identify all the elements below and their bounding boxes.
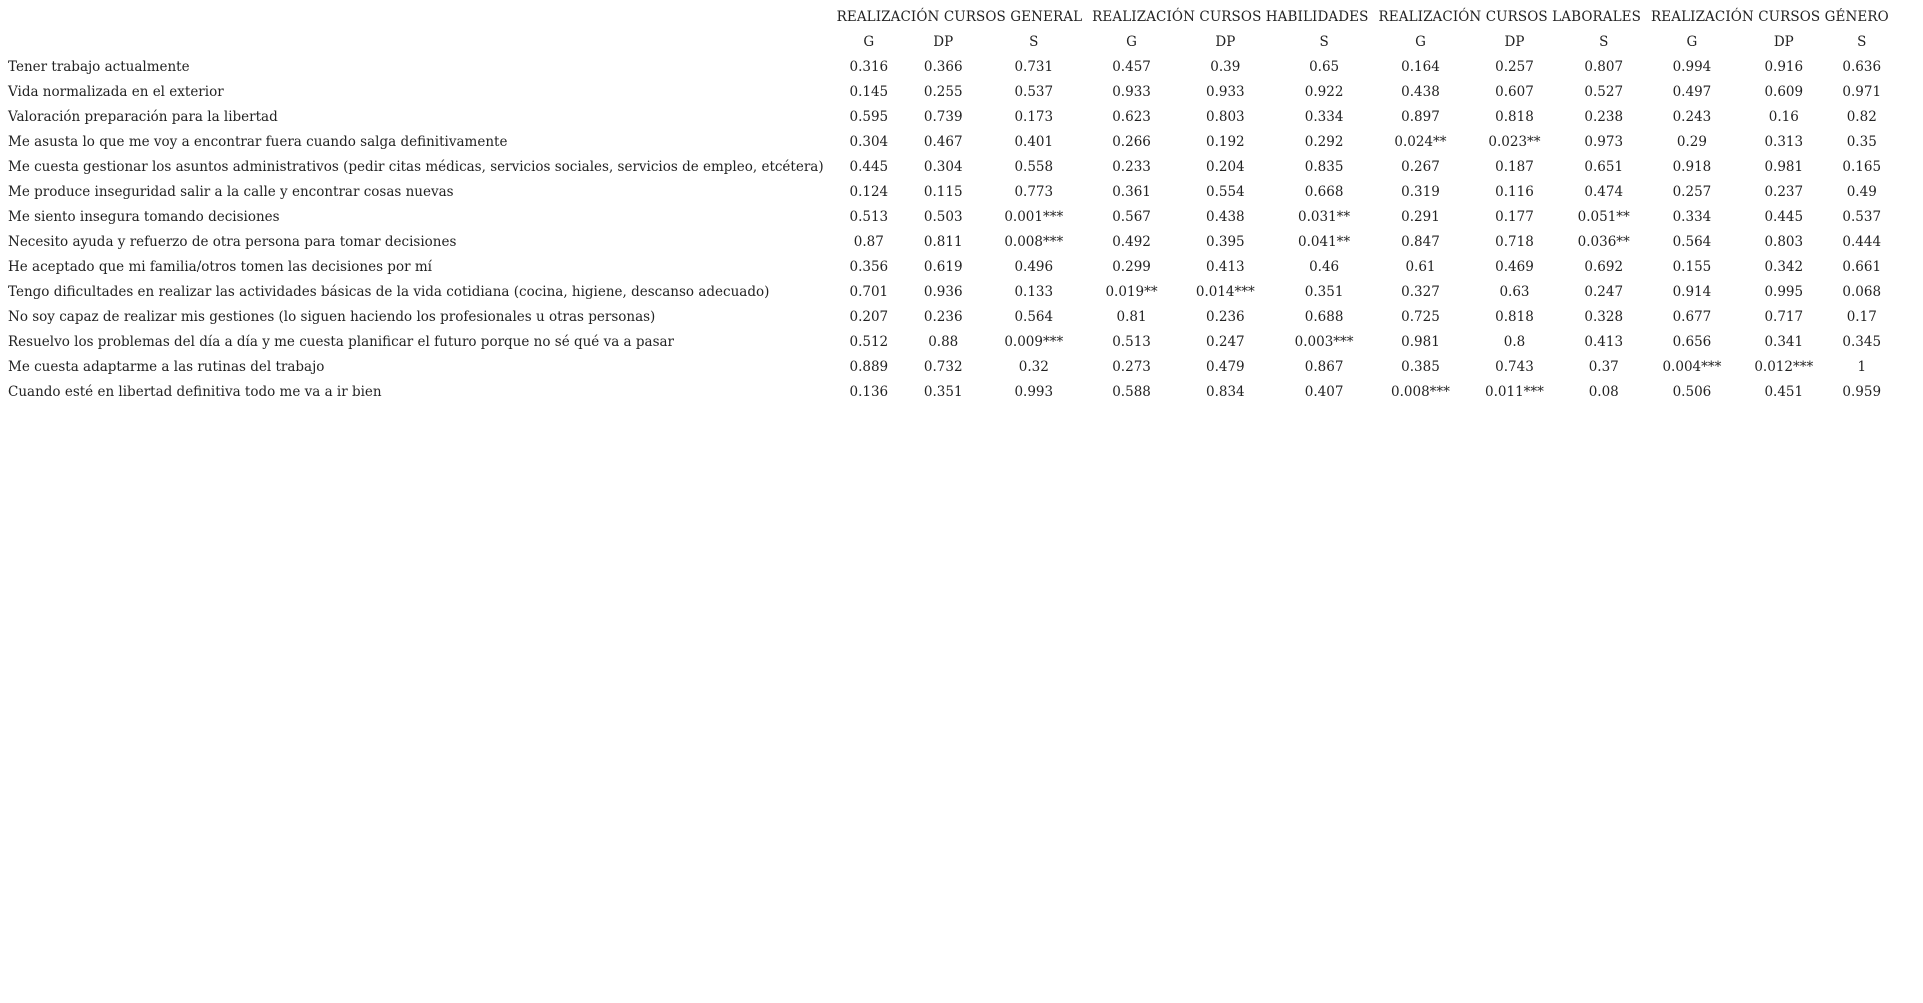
p-value-cell: 0.316 (849, 58, 889, 75)
table-row (4, 54, 1894, 79)
row-label: Valoración preparación para la libertad (8, 108, 278, 125)
p-value-cell: 1 (1857, 358, 1867, 375)
p-value-cell: 0.238 (1584, 108, 1624, 125)
p-value-cell: 0.366 (923, 58, 963, 75)
p-value-cell: 0.438 (1401, 83, 1440, 100)
p-value-cell: 0.133 (1014, 283, 1054, 300)
p-value-cell: 0.916 (1764, 58, 1804, 75)
table-row (4, 329, 1894, 354)
row-label: Me asusta lo que me voy a encontrar fuera cuando salga definitivamente (8, 133, 508, 150)
p-value-cell: 0.506 (1672, 383, 1712, 400)
p-value-cell: 0.031** (1298, 208, 1351, 225)
p-value-cell: 0.068 (1842, 283, 1882, 300)
table-row (4, 104, 1894, 129)
p-value-cell: 0.688 (1304, 308, 1344, 325)
p-value-cell: 0.207 (849, 308, 889, 325)
p-value-cell: 0.32 (1018, 358, 1049, 375)
row-label: He aceptado que mi familia/otros tomen las decisiones por mí (8, 258, 432, 275)
p-value-cell: 0.255 (923, 83, 963, 100)
p-value-cell: 0.313 (1764, 133, 1804, 150)
p-value-cell: 0.867 (1304, 358, 1344, 375)
p-value-cell: 0.718 (1495, 233, 1534, 250)
row-label: Tener trabajo actualmente (8, 58, 190, 75)
p-value-cell: 0.889 (849, 358, 889, 375)
p-value-cell: 0.267 (1401, 158, 1440, 175)
p-value-cell: 0.8 (1503, 333, 1526, 350)
p-value-cell: 0.124 (849, 183, 889, 200)
column-subheader: G (1126, 33, 1137, 50)
p-value-cell: 0.81 (1116, 308, 1147, 325)
p-value-cell: 0.299 (1112, 258, 1151, 275)
p-value-cell: 0.003*** (1294, 333, 1354, 350)
table-header (4, 4, 1894, 54)
column-subheader: G (1415, 33, 1426, 50)
p-value-cell: 0.413 (1584, 333, 1624, 350)
results-table-container (4, 4, 1894, 404)
p-value-cell: 0.051** (1577, 208, 1630, 225)
column-subheader: S (1857, 33, 1867, 50)
row-label: Me produce inseguridad salir a la calle y encontrar cosas nuevas (8, 183, 454, 200)
p-value-cell: 0.731 (1014, 58, 1054, 75)
p-value-cell: 0.469 (1495, 258, 1534, 275)
p-value-cell: 0.554 (1206, 183, 1245, 200)
p-value-cell: 0.08 (1588, 383, 1619, 400)
p-value-cell: 0.361 (1112, 183, 1151, 200)
p-value-cell: 0.607 (1495, 83, 1534, 100)
p-value-cell: 0.717 (1764, 308, 1804, 325)
p-value-cell: 0.351 (923, 383, 963, 400)
table-row (4, 79, 1894, 104)
p-value-cell: 0.011*** (1485, 383, 1544, 400)
column-subheader: DP (1504, 33, 1525, 50)
p-value-cell: 0.835 (1304, 158, 1344, 175)
corner-cell (4, 4, 832, 29)
p-value-cell: 0.656 (1672, 333, 1712, 350)
p-value-cell: 0.492 (1112, 233, 1151, 250)
p-value-cell: 0.413 (1206, 258, 1245, 275)
row-label: Resuelvo los problemas del día a día y me cuesta planificar el futuro porque no sé qué va a pasar (8, 333, 675, 350)
p-value-cell: 0.136 (849, 383, 889, 400)
p-value-cell: 0.936 (923, 283, 963, 300)
p-value-cell: 0.677 (1672, 308, 1712, 325)
p-value-cell: 0.266 (1112, 133, 1151, 150)
p-value-cell: 0.933 (1112, 83, 1151, 100)
p-value-cell: 0.527 (1584, 83, 1624, 100)
p-value-cell: 0.024** (1394, 133, 1447, 150)
p-value-cell: 0.236 (923, 308, 963, 325)
p-value-cell: 0.497 (1672, 83, 1712, 100)
p-value-cell: 0.116 (1495, 183, 1534, 200)
p-value-cell: 0.444 (1842, 233, 1882, 250)
table-row (4, 154, 1894, 179)
row-label: Necesito ayuda y refuerzo de otra persona para tomar decisiones (8, 233, 457, 250)
p-value-cell: 0.739 (923, 108, 963, 125)
p-value-cell: 0.564 (1672, 233, 1712, 250)
p-value-cell: 0.019** (1105, 283, 1158, 300)
p-value-cell: 0.567 (1112, 208, 1151, 225)
column-subheader: S (1319, 33, 1329, 50)
p-value-cell: 0.291 (1401, 208, 1440, 225)
p-value-cell: 0.334 (1672, 208, 1712, 225)
p-value-cell: 0.401 (1014, 133, 1054, 150)
row-label: Me cuesta adaptarme a las rutinas del trabajo (8, 358, 325, 375)
p-value-cell: 0.692 (1584, 258, 1624, 275)
column-subheader: DP (933, 33, 954, 50)
table-row (4, 204, 1894, 229)
group-header-habilidades: REALIZACIÓN CURSOS HABILIDADES (1092, 8, 1369, 25)
p-value-cell: 0.994 (1672, 58, 1712, 75)
p-value-cell: 0.564 (1014, 308, 1054, 325)
p-value-cell: 0.243 (1672, 108, 1712, 125)
p-value-cell: 0.995 (1764, 283, 1804, 300)
results-table (4, 4, 1894, 404)
p-value-cell: 0.467 (923, 133, 963, 150)
p-value-cell: 0.834 (1206, 383, 1245, 400)
p-value-cell: 0.818 (1495, 308, 1534, 325)
p-value-cell: 0.173 (1014, 108, 1054, 125)
row-label: Cuando esté en libertad definitiva todo me va a ir bien (8, 383, 382, 400)
p-value-cell: 0.257 (1672, 183, 1712, 200)
p-value-cell: 0.328 (1584, 308, 1624, 325)
p-value-cell: 0.65 (1309, 58, 1340, 75)
p-value-cell: 0.479 (1206, 358, 1245, 375)
p-value-cell: 0.595 (849, 108, 889, 125)
p-value-cell: 0.204 (1206, 158, 1245, 175)
p-value-cell: 0.981 (1401, 333, 1440, 350)
row-label: Me siento insegura tomando decisiones (8, 208, 280, 225)
p-value-cell: 0.922 (1304, 83, 1344, 100)
group-header-general: REALIZACIÓN CURSOS GENERAL (836, 8, 1083, 25)
p-value-cell: 0.496 (1014, 258, 1054, 275)
column-subheader: G (863, 33, 875, 50)
column-subheader: DP (1773, 33, 1794, 50)
p-value-cell: 0.973 (1584, 133, 1624, 150)
p-value-cell: 0.16 (1768, 108, 1799, 125)
p-value-cell: 0.17 (1846, 308, 1877, 325)
p-value-cell: 0.49 (1846, 183, 1877, 200)
p-value-cell: 0.345 (1842, 333, 1882, 350)
p-value-cell: 0.257 (1495, 58, 1534, 75)
p-value-cell: 0.451 (1764, 383, 1804, 400)
p-value-cell: 0.457 (1112, 58, 1151, 75)
p-value-cell: 0.503 (923, 208, 963, 225)
p-value-cell: 0.847 (1401, 233, 1440, 250)
p-value-cell: 0.474 (1584, 183, 1624, 200)
p-value-cell: 0.041** (1298, 233, 1351, 250)
p-value-cell: 0.304 (849, 133, 889, 150)
p-value-cell: 0.732 (923, 358, 963, 375)
row-label: Tengo dificultades en realizar las actividades básicas de la vida cotidiana (cocina, higiene, descanso adecuado) (8, 283, 770, 300)
p-value-cell: 0.61 (1405, 258, 1436, 275)
row-label: Me cuesta gestionar los asuntos administrativos (pedir citas médicas, servicios sociales, servicios de empleo, etcétera) (8, 158, 824, 175)
p-value-cell: 0.918 (1672, 158, 1712, 175)
p-value-cell: 0.29 (1676, 133, 1707, 150)
p-value-cell: 0.35 (1846, 133, 1877, 150)
column-subheader: DP (1215, 33, 1236, 50)
p-value-cell: 0.334 (1304, 108, 1344, 125)
p-value-cell: 0.012*** (1754, 358, 1814, 375)
table-row (4, 179, 1894, 204)
p-value-cell: 0.233 (1112, 158, 1151, 175)
p-value-cell: 0.247 (1206, 333, 1245, 350)
p-value-cell: 0.004*** (1662, 358, 1722, 375)
p-value-cell: 0.513 (849, 208, 889, 225)
p-value-cell: 0.342 (1764, 258, 1804, 275)
p-value-cell: 0.001*** (1004, 208, 1064, 225)
p-value-cell: 0.63 (1499, 283, 1530, 300)
p-value-cell: 0.327 (1401, 283, 1440, 300)
p-value-cell: 0.609 (1764, 83, 1804, 100)
p-value-cell: 0.145 (849, 83, 889, 100)
p-value-cell: 0.237 (1764, 183, 1804, 200)
p-value-cell: 0.319 (1401, 183, 1440, 200)
p-value-cell: 0.897 (1401, 108, 1440, 125)
corner-cell (4, 29, 832, 54)
p-value-cell: 0.023** (1488, 133, 1541, 150)
p-value-cell: 0.87 (853, 233, 884, 250)
p-value-cell: 0.39 (1210, 58, 1241, 75)
p-value-cell: 0.725 (1401, 308, 1440, 325)
p-value-cell: 0.619 (923, 258, 963, 275)
p-value-cell: 0.438 (1206, 208, 1245, 225)
p-value-cell: 0.46 (1309, 258, 1340, 275)
p-value-cell: 0.236 (1206, 308, 1245, 325)
p-value-cell: 0.115 (923, 183, 963, 200)
p-value-cell: 0.933 (1206, 83, 1245, 100)
p-value-cell: 0.558 (1014, 158, 1054, 175)
p-value-cell: 0.247 (1584, 283, 1624, 300)
p-value-cell: 0.304 (923, 158, 963, 175)
group-header-row (4, 4, 1894, 29)
p-value-cell: 0.009*** (1004, 333, 1064, 350)
p-value-cell: 0.88 (928, 333, 959, 350)
p-value-cell: 0.014*** (1195, 283, 1255, 300)
table-row (4, 354, 1894, 379)
p-value-cell: 0.292 (1304, 133, 1344, 150)
p-value-cell: 0.192 (1206, 133, 1245, 150)
p-value-cell: 0.623 (1112, 108, 1151, 125)
table-row (4, 229, 1894, 254)
table-row (4, 129, 1894, 154)
table-row (4, 279, 1894, 304)
p-value-cell: 0.588 (1112, 383, 1151, 400)
table-body (4, 54, 1894, 404)
subheader-row (4, 29, 1894, 54)
p-value-cell: 0.914 (1672, 283, 1712, 300)
p-value-cell: 0.959 (1842, 383, 1882, 400)
column-subheader: S (1029, 33, 1039, 50)
p-value-cell: 0.82 (1846, 108, 1877, 125)
p-value-cell: 0.981 (1764, 158, 1804, 175)
group-header-genero: REALIZACIÓN CURSOS GÉNERO (1651, 8, 1889, 25)
p-value-cell: 0.341 (1764, 333, 1804, 350)
p-value-cell: 0.701 (849, 283, 889, 300)
p-value-cell: 0.37 (1588, 358, 1619, 375)
p-value-cell: 0.008*** (1004, 233, 1064, 250)
p-value-cell: 0.407 (1304, 383, 1344, 400)
p-value-cell: 0.971 (1842, 83, 1882, 100)
row-label: Vida normalizada en el exterior (8, 83, 224, 100)
p-value-cell: 0.036** (1577, 233, 1630, 250)
p-value-cell: 0.177 (1495, 208, 1534, 225)
column-subheader: G (1686, 33, 1698, 50)
p-value-cell: 0.164 (1401, 58, 1440, 75)
p-value-cell: 0.385 (1401, 358, 1440, 375)
column-subheader: S (1599, 33, 1609, 50)
p-value-cell: 0.803 (1764, 233, 1804, 250)
table-row (4, 379, 1894, 404)
p-value-cell: 0.445 (1764, 208, 1804, 225)
row-label: No soy capaz de realizar mis gestiones (lo siguen haciendo los profesionales u otras personas) (8, 308, 656, 325)
p-value-cell: 0.513 (1112, 333, 1151, 350)
p-value-cell: 0.351 (1304, 283, 1344, 300)
table-row (4, 254, 1894, 279)
p-value-cell: 0.993 (1014, 383, 1054, 400)
p-value-cell: 0.395 (1206, 233, 1245, 250)
p-value-cell: 0.356 (849, 258, 889, 275)
p-value-cell: 0.537 (1842, 208, 1882, 225)
p-value-cell: 0.773 (1014, 183, 1054, 200)
p-value-cell: 0.803 (1206, 108, 1245, 125)
p-value-cell: 0.636 (1842, 58, 1882, 75)
p-value-cell: 0.155 (1672, 258, 1712, 275)
p-value-cell: 0.537 (1014, 83, 1054, 100)
table-row (4, 304, 1894, 329)
p-value-cell: 0.661 (1842, 258, 1882, 275)
p-value-cell: 0.165 (1842, 158, 1882, 175)
p-value-cell: 0.512 (849, 333, 889, 350)
p-value-cell: 0.008*** (1391, 383, 1450, 400)
p-value-cell: 0.651 (1584, 158, 1624, 175)
p-value-cell: 0.273 (1112, 358, 1151, 375)
p-value-cell: 0.445 (849, 158, 889, 175)
p-value-cell: 0.807 (1584, 58, 1624, 75)
p-value-cell: 0.818 (1495, 108, 1534, 125)
p-value-cell: 0.668 (1304, 183, 1344, 200)
p-value-cell: 0.811 (923, 233, 963, 250)
p-value-cell: 0.743 (1495, 358, 1534, 375)
group-header-laborales: REALIZACIÓN CURSOS LABORALES (1378, 8, 1641, 25)
p-value-cell: 0.187 (1495, 158, 1534, 175)
